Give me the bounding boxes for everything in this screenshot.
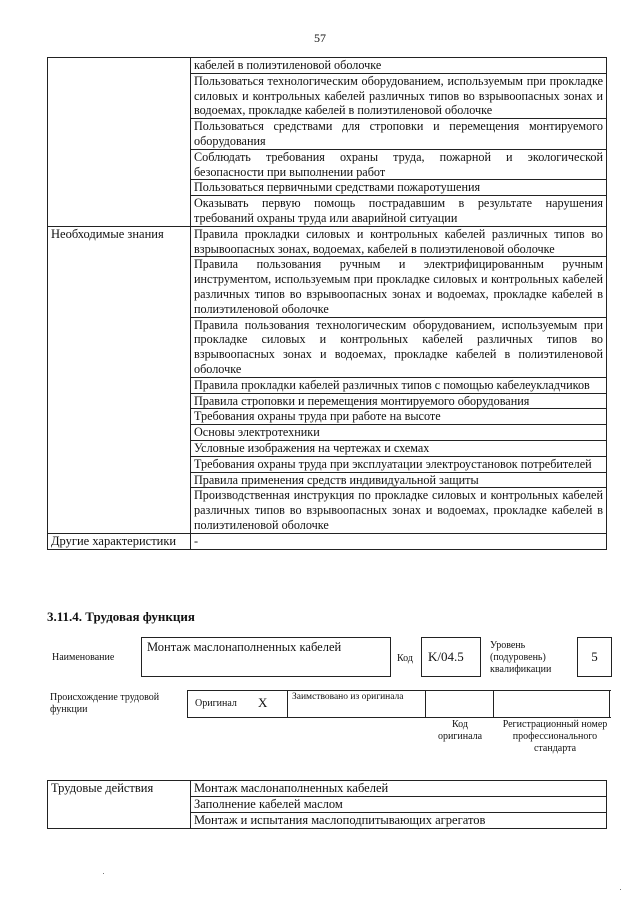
row-text: Пользоваться первичными средствами пожаротушения <box>191 180 607 196</box>
original-label: Оригинал <box>195 698 237 709</box>
table-row <box>48 73 607 118</box>
row-label-actions: Трудовые действия <box>48 781 191 829</box>
row-label <box>48 425 191 441</box>
divider <box>425 690 426 718</box>
table-row <box>48 58 607 74</box>
row-label <box>48 317 191 377</box>
table-row <box>48 456 607 472</box>
row-label <box>48 119 191 150</box>
row-text: Монтаж маслонаполненных кабелей <box>191 781 607 797</box>
table-row <box>48 472 607 488</box>
row-text: Монтаж и испытания маслоподпитывающих агрегатов <box>191 813 607 829</box>
table-row <box>48 440 607 456</box>
table-row <box>48 393 607 409</box>
skills-knowledge-table <box>47 57 607 550</box>
row-label <box>48 456 191 472</box>
row-text: - <box>191 533 607 549</box>
row-label <box>48 377 191 393</box>
borrowed-label: Заимствовано из оригинала <box>292 692 404 702</box>
row-label <box>48 393 191 409</box>
table-row <box>48 488 607 533</box>
row-text: Правила прокладки кабелей различных типов с помощью кабелеукладчиков <box>191 377 607 393</box>
row-label <box>48 180 191 196</box>
scan-speck <box>620 889 621 890</box>
row-label <box>48 196 191 227</box>
table-row <box>48 196 607 227</box>
row-label <box>48 73 191 118</box>
scan-speck <box>103 873 104 874</box>
row-label-knowledge: Необходимые знания <box>48 226 191 257</box>
origin-label: Происхождение трудовой функции <box>50 692 160 715</box>
row-text: Заполнение кабелей маслом <box>191 797 607 813</box>
table-row <box>48 781 607 797</box>
table-row <box>48 180 607 196</box>
row-text: Пользоваться технологическим оборудованием, используемым при прокладке силовых и контрольных кабелей различных типов во взрывоопасных зонах и водоемах, прокладке кабелей в полиэтиленовой оболочке <box>191 73 607 118</box>
row-text: Пользоваться средствами для строповки и перемещения монтируемого оборудования <box>191 119 607 150</box>
row-label <box>48 440 191 456</box>
table-row <box>48 257 607 317</box>
row-text: Требования охраны труда при работе на высоте <box>191 409 607 425</box>
row-text: Правила прокладки силовых и контрольных кабелей различных типов во взрывоопасных зонах, водоемах, кабелей в полиэтиленовой оболочке <box>191 226 607 257</box>
row-text: Правила применения средств индивидуальной защиты <box>191 472 607 488</box>
table-row <box>48 317 607 377</box>
code-value: K/04.5 <box>428 649 464 664</box>
row-text: Правила строповки и перемещения монтируемого оборудования <box>191 393 607 409</box>
table-row <box>48 226 607 257</box>
table-row <box>48 119 607 150</box>
row-label <box>48 409 191 425</box>
name-label: Наименование <box>52 652 115 663</box>
divider <box>493 690 494 718</box>
row-text: Производственная инструкция по прокладке силовых и контрольных кабелей различных типов во взрывоопасных зонах и водоемах, прокладке кабелей в полиэтиленовой оболочке <box>191 488 607 533</box>
row-label-other: Другие характеристики <box>48 533 191 549</box>
row-text: Правила пользования ручным и электрифицированным ручным инструментом, используемым при прокладке силовых и контрольных кабелей различных типов во взрывоопасных зонах и водоемах, прокладке кабелей в полиэтиленовой оболочке <box>191 257 607 317</box>
reg-caption: Регистрационный номер профессионального стандарта <box>502 719 608 754</box>
row-text: кабелей в полиэтиленовой оболочке <box>191 58 607 74</box>
row-text: Соблюдать требования охраны труда, пожарной и экологической безопасности при выполнении работ <box>191 149 607 180</box>
row-label <box>48 488 191 533</box>
code-box <box>421 637 481 677</box>
table-row <box>48 533 607 549</box>
level-box <box>577 637 612 677</box>
row-text: Основы электротехники <box>191 425 607 441</box>
row-label <box>48 472 191 488</box>
row-text: Оказывать первую помощь пострадавшим в результате нарушения требований охраны труда или аварийной ситуации <box>191 196 607 227</box>
row-label <box>48 257 191 317</box>
page-number: 57 <box>314 31 326 45</box>
row-label <box>48 149 191 180</box>
name-value: Монтаж маслонаполненных кабелей <box>147 640 342 654</box>
code-label: Код <box>397 653 413 664</box>
table-row <box>48 425 607 441</box>
name-box <box>141 637 391 677</box>
row-text: Требования охраны труда при эксплуатации электроустановок потребителей <box>191 456 607 472</box>
table-row <box>48 149 607 180</box>
table-row <box>48 409 607 425</box>
level-value: 5 <box>591 649 598 664</box>
row-text: Условные изображения на чертежах и схемах <box>191 440 607 456</box>
row-label <box>48 58 191 74</box>
section-title: 3.11.4. Трудовая функция <box>47 609 195 624</box>
origin-box-right-border <box>609 690 610 718</box>
row-text: Правила пользования технологическим оборудованием, используемым при прокладке силовых и контрольных кабелей различных типов во взрывоопасных зонах и водоемах, прокладке кабелей в полиэтиленовой оболочке <box>191 317 607 377</box>
level-label: Уровень (подуровень) квалификации <box>490 640 552 675</box>
labor-actions-table <box>47 780 607 829</box>
divider <box>287 690 288 718</box>
table-row <box>48 377 607 393</box>
original-mark: X <box>258 695 268 710</box>
code-caption: Код оригинала <box>437 719 483 742</box>
